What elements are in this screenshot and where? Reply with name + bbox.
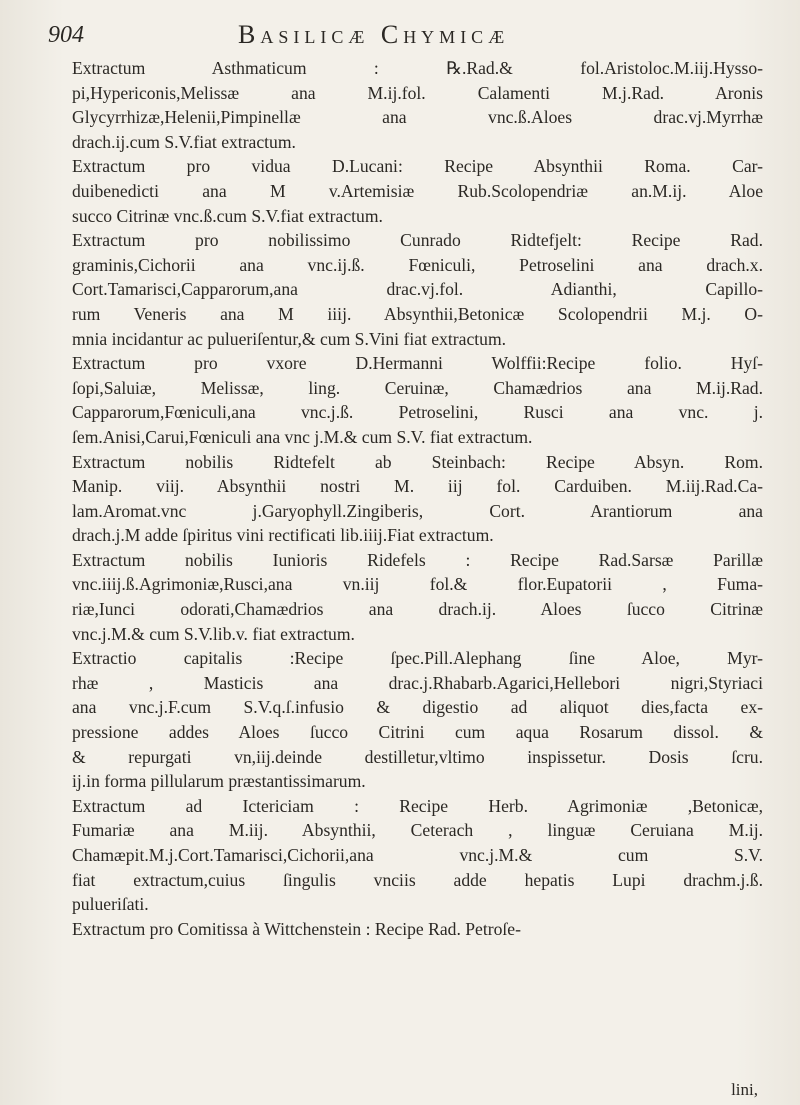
text-line: Extractum pro vidua D.Lucani: Recipe Absynthii Roma. Car-	[72, 156, 763, 177]
recipe-paragraph	[48, 917, 763, 942]
text-line: pulueriſati.	[72, 894, 149, 915]
recipe-paragraph	[48, 351, 763, 449]
text-line: & repurgati vn,iij.deinde destilletur,vltimo inspissetur. Dosis ſcru.	[72, 746, 763, 767]
text-line: ſopi,Saluiæ, Melissæ, ling. Ceruinæ, Chamædrios ana M.ij.Rad.	[72, 377, 763, 398]
text-line: drach.ij.cum S.V.fiat extractum.	[72, 131, 296, 152]
text-line: Extractum pro nobilissimo Cunrado Ridtefjelt: Recipe Rad.	[72, 230, 763, 251]
text-line: rhæ , Masticis ana drac.j.Rhabarb.Agarici,Hellebori nigri,Styriaci	[72, 672, 763, 693]
text-line: Manip. viij. Absynthii nostri M. iij fol. Carduiben. M.iij.Rad.Ca-	[72, 476, 763, 497]
catchword: lini,	[731, 1080, 758, 1099]
recipe-paragraph	[48, 646, 763, 794]
text-line: Extractum pro vxore D.Hermanni Wolffii:Recipe folio. Hyſ-	[72, 353, 763, 374]
running-title: Basilicæ Chymicæ	[238, 20, 510, 49]
text-line: drach.j.M adde ſpiritus vini rectificati lib.iiij.Fiat extractum.	[72, 525, 494, 546]
text-line: ſem.Anisi,Carui,Fœniculi ana vnc j.M.& cum S.V. fiat extractum.	[72, 426, 533, 447]
text-line: succo Citrinæ vnc.ß.cum S.V.fiat extractum.	[72, 205, 383, 226]
text-line: vnc.iiij.ß.Agrimoniæ,Rusci,ana vn.iij fol.& flor.Eupatorii , Fuma-	[72, 574, 763, 595]
text-line: vnc.j.M.& cum S.V.lib.v. fiat extractum.	[72, 623, 355, 644]
text-line: Capparorum,Fœniculi,ana vnc.j.ß. Petroselini, Rusci ana vnc. j.	[72, 402, 763, 423]
recipe-paragraph	[48, 154, 763, 228]
text-line: graminis,Cichorii ana vnc.ij.ß. Fœniculi, Petroselini ana drach.x.	[72, 254, 763, 275]
recipe-paragraph	[48, 450, 763, 548]
page-number: 904	[48, 22, 84, 48]
text-line: pi,Hypericonis,Melissæ ana M.ij.fol. Calamenti M.j.Rad. Aronis	[72, 82, 763, 103]
text-line: Fumariæ ana M.iij. Absynthii, Ceterach , linguæ Ceruiana M.ij.	[72, 820, 763, 841]
recipe-paragraph	[48, 548, 763, 646]
text-line: Extractum nobilis Ridtefelt ab Steinbach: Recipe Absyn. Rom.	[72, 451, 763, 472]
text-line: fiat extractum,cuius ſingulis vnciis adde hepatis Lupi drachm.j.ß.	[72, 869, 763, 890]
page-header	[48, 20, 748, 50]
text-line: ana vnc.j.F.cum S.V.q.ſ.infusio & digestio ad aliquot dies,facta ex-	[72, 697, 763, 718]
text-line: Cort.Tamarisci,Capparorum,ana drac.vj.fol. Adianthi, Capillo-	[72, 279, 763, 300]
text-line: Extractio capitalis :Recipe ſpec.Pill.Alephang ſine Aloe, Myr-	[72, 648, 763, 669]
text-line: Extractum Asthmaticum : ℞.Rad.& fol.Aristoloc.M.iij.Hysso-	[72, 58, 763, 78]
text-line: pressione addes Aloes ſucco Citrini cum aqua Rosarum dissol. &	[72, 722, 763, 743]
text-line: lam.Aromat.vnc j.Garyophyll.Zingiberis, Cort. Arantiorum ana	[72, 500, 763, 521]
body-text	[48, 56, 763, 941]
text-line: mnia incidantur ac pulueriſentur,& cum S.Vini fiat extractum.	[72, 328, 507, 349]
text-line: Extractum ad Ictericiam : Recipe Herb. Agrimoniæ ,Betonicæ,	[72, 795, 763, 816]
recipe-paragraph	[48, 56, 763, 154]
recipe-paragraph	[48, 794, 763, 917]
text-line: Chamæpit.M.j.Cort.Tamarisci,Cichorii,ana vnc.j.M.& cum S.V.	[72, 845, 763, 865]
text-line: Extractum pro Comitissa à Wittchenstein : Recipe Rad. Petroſe-	[72, 918, 521, 939]
text-line: ij.in forma pillularum præstantissimarum.	[72, 771, 366, 792]
text-line: Glycyrrhizæ,Helenii,Pimpinellæ ana vnc.ß.Aloes drac.vj.Myrrhæ	[72, 107, 763, 128]
text-line: rum Veneris ana M iiij. Absynthii,Betonicæ Scolopendrii M.j. O-	[72, 303, 763, 324]
text-line: duibenedicti ana M v.Artemisiæ Rub.Scolopendriæ an.M.ij. Aloe	[72, 180, 763, 201]
text-line: Extractum nobilis Iunioris Ridefels : Recipe Rad.Sarsæ Parillæ	[72, 549, 763, 570]
recipe-paragraph	[48, 228, 763, 351]
text-line: riæ,Iunci odorati,Chamædrios ana drach.ij. Aloes ſucco Citrinæ	[72, 599, 763, 620]
